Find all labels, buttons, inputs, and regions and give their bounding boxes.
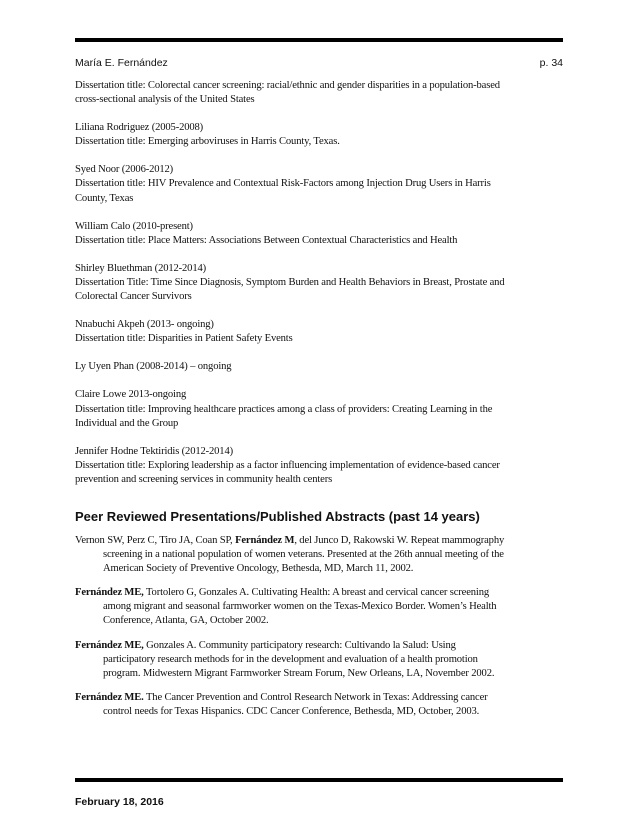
entry-line: Individual and the Group (75, 417, 179, 429)
student-entry (75, 163, 563, 205)
entry-line: cross-sectional analysis of the United States (75, 94, 255, 106)
abstract-continuation-line: participatory research methods for in the development and evaluation of a health promotion (103, 653, 478, 665)
student-name: William Calo (2010-present) (75, 220, 193, 232)
abstract-first-line (75, 691, 563, 705)
author-highlight: Fernández ME. (75, 691, 144, 703)
footer-rule (75, 778, 563, 782)
abstract-continuation-line: program. Midwestern Migrant Farmworker Stream Forum, New Orleans, LA, November 2002. (103, 667, 495, 679)
page-footer (75, 796, 164, 808)
abstract-text: Gonzales A. Community participatory research: Cultivando la Salud: Using (143, 639, 456, 651)
student-entry (75, 445, 563, 487)
student-list (75, 79, 563, 487)
entry-line: Dissertation title: Emerging arboviruses in Harris County, Texas. (75, 136, 340, 148)
student-entry (75, 220, 563, 248)
section-title: Peer Reviewed Presentations/Published Abstracts (past 14 years) (75, 508, 480, 524)
abstract-continuation-line: screening in a national population of women veterans. Presented at the 26th annual meeting of the (103, 549, 504, 561)
student-name: Shirley Bluethman (2012-2014) (75, 262, 206, 274)
entry-line: Dissertation title: Disparities in Patient Safety Events (75, 333, 293, 345)
abstract-first-line (75, 534, 563, 548)
entry-line: Dissertation title: Improving healthcare practices among a class of providers: Creating Learning in the (75, 403, 493, 415)
entry-line: Dissertation title: Exploring leadership as a factor influencing implementation of evidence-based cancer (75, 459, 500, 471)
abstract-text: Vernon SW, Perz C, Tiro JA, Coan SP, (75, 534, 236, 546)
abstract-entry (75, 639, 563, 681)
abstract-text: , del Junco D, Rakowski W. Repeat mammography (294, 534, 505, 546)
student-entry (75, 360, 563, 374)
author-highlight: Fernández ME, (75, 587, 144, 599)
header-page-number: p. 34 (539, 57, 563, 69)
abstract-first-line (75, 639, 563, 653)
header-author: María E. Fernández (75, 57, 168, 69)
entry-line: Dissertation Title: Time Since Diagnosis, Symptom Burden and Health Behaviors in Breast, Prostate and (75, 276, 505, 288)
author-highlight: Fernández M (235, 534, 295, 546)
page-body (75, 79, 563, 729)
entry-line: prevention and screening services in community health centers (75, 473, 333, 485)
student-entry (75, 262, 563, 304)
student-name: Jennifer Hodne Tektiridis (2012-2014) (75, 445, 233, 457)
header-rule (75, 38, 563, 42)
abstract-text: The Cancer Prevention and Control Research Network in Texas: Addressing cancer (143, 691, 488, 703)
student-name: Syed Noor (2006-2012) (75, 164, 174, 176)
student-entry (75, 388, 563, 430)
author-highlight: Fernández ME, (75, 639, 144, 651)
student-name: Claire Lowe 2013-ongoing (75, 389, 187, 401)
entry-line: County, Texas (75, 192, 134, 204)
student-entry (75, 318, 563, 346)
abstract-continuation-line: control needs for Texas Hispanics. CDC Cancer Conference, Bethesda, MD, October, 2003. (103, 705, 480, 717)
student-entry (75, 79, 563, 107)
entry-line: Dissertation title: HIV Prevalence and Contextual Risk-Factors among Injection Drug Users in Harris (75, 178, 491, 190)
abstract-text: Tortolero G, Gonzales A. Cultivating Health: A breast and cervical cancer screening (143, 587, 490, 599)
entry-line: Dissertation title: Place Matters: Associations Between Contextual Characteristics and Health (75, 234, 458, 246)
abstract-entry (75, 534, 563, 576)
abstract-list (75, 534, 563, 719)
student-name: Ly Uyen Phan (2008-2014) – ongoing (75, 361, 232, 373)
student-entry (75, 121, 563, 149)
abstract-entry (75, 586, 563, 628)
page-header (75, 57, 563, 69)
abstract-continuation-line: Conference, Atlanta, GA, October 2002. (103, 615, 269, 627)
abstract-continuation-line: American Society of Preventive Oncology, Bethesda, MD, March 11, 2002. (103, 563, 414, 575)
abstract-entry (75, 691, 563, 719)
entry-line: Dissertation title: Colorectal cancer screening: racial/ethnic and gender disparities in a population-based (75, 80, 500, 91)
student-name: Nnabuchi Akpeh (2013- ongoing) (75, 319, 214, 331)
footer-date: February 18, 2016 (75, 796, 164, 808)
abstract-first-line (75, 586, 563, 600)
abstract-continuation-line: among migrant and seasonal farmworker women on the Texas-Mexico Border. Women’s Health (103, 601, 497, 613)
entry-line: Colorectal Cancer Survivors (75, 291, 192, 303)
student-name: Liliana Rodriguez (2005-2008) (75, 122, 204, 134)
